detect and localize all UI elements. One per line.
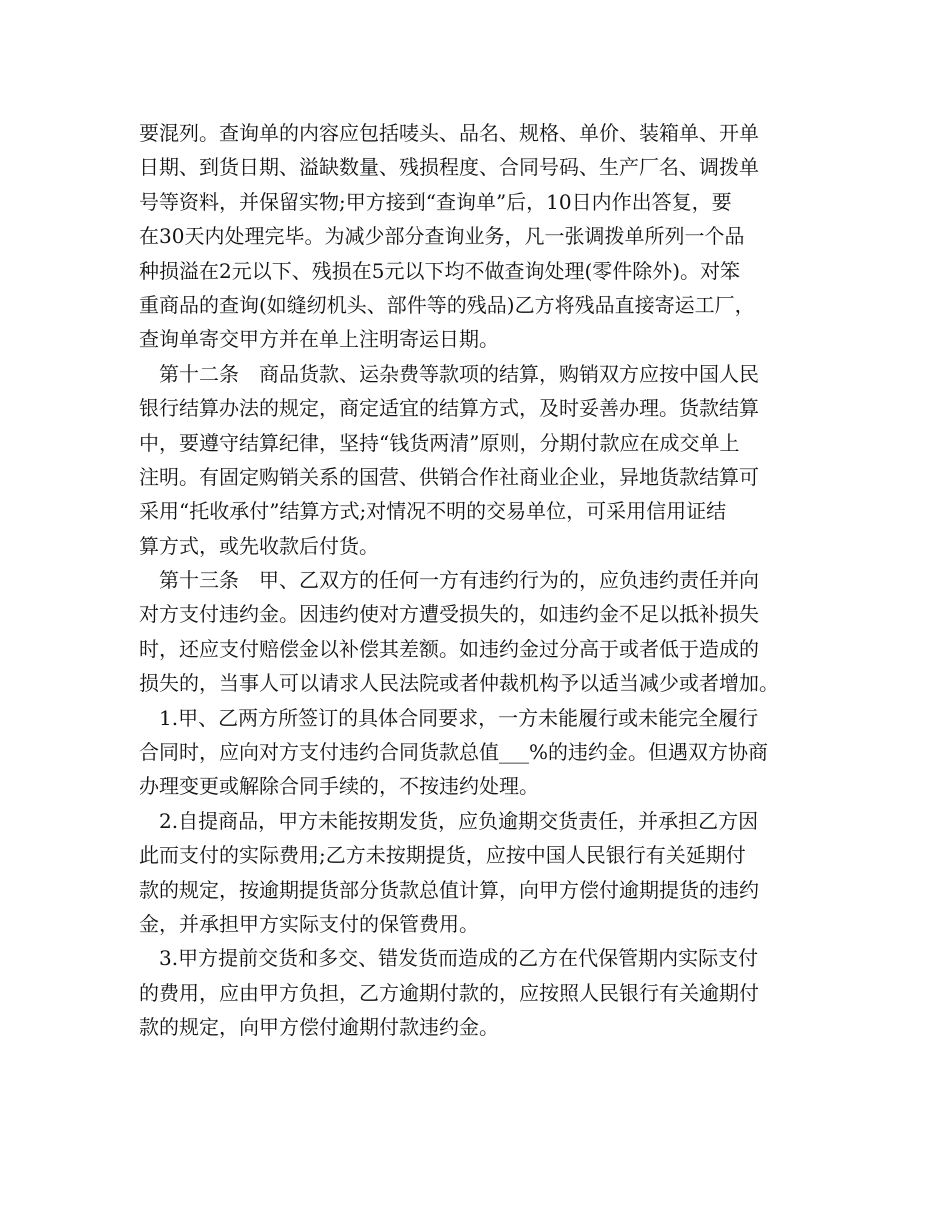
text-line: 种损溢在2元以下、残损在5元以下均不做查询处理(零件除外)。对笨 — [139, 258, 741, 283]
text-line: 办理变更或解除合同手续的，不按违约处理。 — [139, 774, 539, 799]
text-line: 重商品的查询(如缝纫机头、部件等的残品)乙方将残品直接寄运工厂， — [139, 292, 755, 317]
text-line: 要混列。查询单的内容应包括唛头、品名、规格、单价、装箱单、开单 — [139, 121, 759, 145]
text-line: 在30天内处理完毕。为减少部分查询业务，凡一张调拨单所列一个品 — [139, 224, 745, 249]
text-line: 时，还应支付赔偿金以补偿其差额。如违约金过分高于或者低于造成的 — [139, 636, 759, 661]
clause-12-line: 第十二条 商品货款、运杂费等款项的结算，购销双方应按中国人民 — [139, 361, 759, 386]
text-line: 算方式，或先收款后付货。 — [139, 533, 379, 558]
text-line: 的费用，应由甲方负担，乙方逾期付款的，应按照人民银行有关逾期付 — [139, 980, 759, 1005]
text-line: 合同时，应向对方支付违约合同货款总值___%的违约金。但遇双方协商 — [139, 740, 769, 765]
text-line: 此而支付的实际费用;乙方未按期提货，应按中国人民银行有关延期付 — [139, 843, 746, 868]
text-line: 查询单寄交甲方并在单上注明寄运日期。 — [139, 327, 499, 352]
clause-13-line: 第十三条 甲、乙双方的任何一方有违约行为的，应负违约责任并向 — [139, 568, 759, 593]
document-body — [139, 116, 829, 1045]
text-line: 中，要遵守结算纪律，坚持“钱货两清”原则，分期付款应在成交单上 — [139, 430, 740, 455]
text-line: 金，并承担甲方实际支付的保管费用。 — [139, 911, 479, 936]
text-line: 对方支付违约金。因违约使对方遭受损失的，如违约金不足以抵补损失 — [139, 602, 759, 627]
text-line: 日期、到货日期、溢缺数量、残损程度、合同号码、生产厂名、调拨单 — [139, 155, 759, 180]
text-line: 采用“托收承付”结算方式;对情况不明的交易单位，可采用信用证结 — [139, 499, 727, 524]
text-line: 注明。有固定购销关系的国营、供销合作社商业企业，异地货款结算可 — [139, 464, 759, 489]
text-line: 号等资料，并保留实物;甲方接到“查询单”后，10日内作出答复，要 — [139, 189, 732, 214]
list-item-2-line: 2.自提商品，甲方未能按期发货，应负逾期交货责任，并承担乙方因 — [139, 808, 759, 833]
text-line: 款的规定，向甲方偿付逾期付款违约金。 — [139, 1015, 499, 1040]
list-item-1-line: 1.甲、乙两方所签订的具体合同要求，一方未能履行或未能完全履行 — [139, 705, 759, 730]
text-line: 银行结算办法的规定，商定适宜的结算方式，及时妥善办理。货款结算 — [139, 396, 759, 421]
text-line: 损失的，当事人可以请求人民法院或者仲裁机构予以适当减少或者增加。 — [139, 671, 779, 696]
text-line: 款的规定，按逾期提货部分货款总值计算，向甲方偿付逾期提货的违约 — [139, 877, 759, 902]
list-item-3-line: 3.甲方提前交货和多交、错发货而造成的乙方在代保管期内实际支付 — [139, 946, 759, 971]
